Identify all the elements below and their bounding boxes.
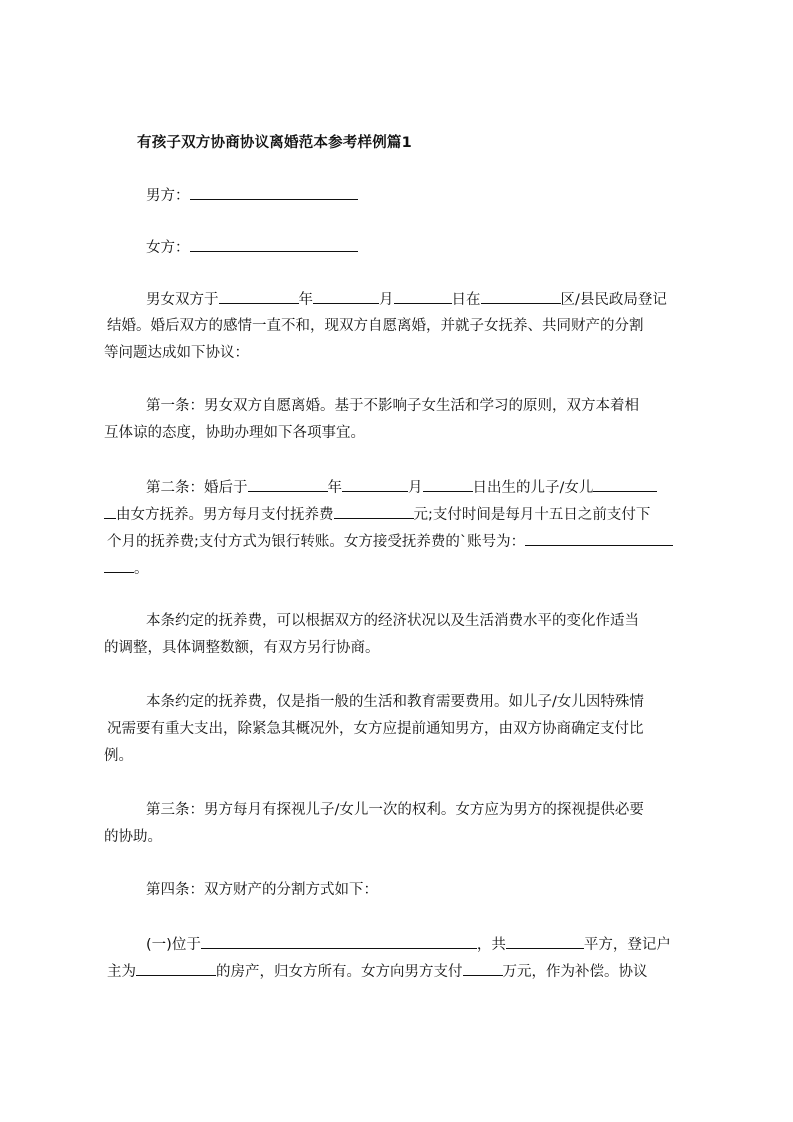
paragraph-1-line-3: 等问题达成如下协议： (104, 345, 249, 361)
text-segment: ，共 (476, 937, 506, 953)
owner-blank (136, 961, 216, 976)
district-blank (481, 289, 561, 304)
child-name-blank (593, 477, 657, 492)
account-blank-cont (104, 558, 134, 573)
female-party-line (146, 237, 358, 258)
text-segment: 元;支付时间是每月十五日之前支付下 (413, 507, 651, 523)
text-segment: 。 (134, 561, 149, 577)
paragraph-4-line-2: 的调整，具体调整数额，有双方另行协商。 (104, 640, 380, 656)
text-segment: 主为 (107, 964, 136, 980)
text-segment: 男女双方于 (146, 292, 219, 308)
amount-blank (334, 504, 414, 519)
article-2-line-4 (104, 558, 149, 579)
male-party-line (146, 185, 358, 206)
property-location-blank (201, 934, 477, 949)
paragraph-1-line-1 (146, 289, 667, 310)
text-segment: 由女方抚养。男方每月支付抚养费 (116, 507, 334, 523)
article-1-line-1: 第一条：男女双方自愿离婚。基于不影响子女生活和学习的原则，双方本着相 (146, 398, 639, 414)
text-segment: 第二条：婚后于 (146, 480, 248, 496)
property-item-1-line-1 (146, 934, 671, 955)
day-blank (394, 289, 452, 304)
article-2-line-1 (146, 477, 657, 498)
text-segment: 月 (408, 480, 423, 496)
text-segment: (一)位于 (146, 937, 201, 953)
compensation-blank (463, 961, 503, 976)
article-3-line-1: 第三条：男方每月有探视儿子/女儿一次的权利。女方应为男方的探视提供必要 (146, 802, 644, 818)
text-segment: 日出生的儿子/女儿 (472, 480, 594, 496)
document-title: 有孩子双方协商协议离婚范本参考样例篇1 (137, 135, 412, 151)
male-name-blank (190, 185, 358, 200)
article-4-heading: 第四条：双方财产的分割方式如下： (146, 882, 378, 898)
article-1-line-2: 互体谅的态度，协助办理如下各项事宜。 (104, 425, 365, 441)
year-blank (219, 289, 299, 304)
property-item-1-line-2 (107, 961, 648, 982)
day-blank (423, 477, 473, 492)
account-blank (525, 531, 673, 546)
paragraph-5-line-1: 本条约定的抚养费，仅是指一般的生活和教育需要费用。如儿子/女儿因特殊情 (146, 694, 644, 710)
text-segment: 年 (327, 480, 342, 496)
paragraph-1-line-2: 结婚。婚后双方的感情一直不和，现双方自愿离婚，并就子女抚养、共同财产的分割 (107, 318, 644, 334)
text-segment: 万元，作为补偿。协议 (502, 964, 648, 980)
text-segment: 区/县民政局登记 (560, 292, 667, 308)
female-name-blank (190, 237, 358, 252)
text-segment: 年 (298, 292, 313, 308)
text-segment: 月 (379, 292, 394, 308)
text-segment: 平方，登记户 (583, 937, 671, 953)
text-segment: 的房产，归女方所有。女方向男方支付 (216, 964, 463, 980)
article-2-line-3 (107, 531, 673, 552)
male-label: 男方： (146, 188, 190, 204)
year-blank (248, 477, 328, 492)
month-blank (313, 289, 379, 304)
female-label: 女方： (146, 240, 190, 256)
child-name-blank-cont (104, 504, 116, 519)
paragraph-5-line-3: 例。 (104, 748, 133, 764)
paragraph-5-line-2: 况需要有重大支出，除紧急其概况外，女方应提前通知男方，由双方协商确定支付比 (107, 721, 644, 737)
text-segment: 日在 (451, 292, 481, 308)
text-segment: 个月的抚养费;支付方式为银行转账。女方接受抚养费的`账号为： (107, 534, 526, 550)
article-2-line-2 (104, 504, 650, 525)
area-blank (506, 934, 584, 949)
month-blank (342, 477, 408, 492)
article-3-line-2: 的协助。 (104, 829, 162, 845)
paragraph-4-line-1: 本条约定的抚养费，可以根据双方的经济状况以及生活消费水平的变化作适当 (146, 613, 639, 629)
